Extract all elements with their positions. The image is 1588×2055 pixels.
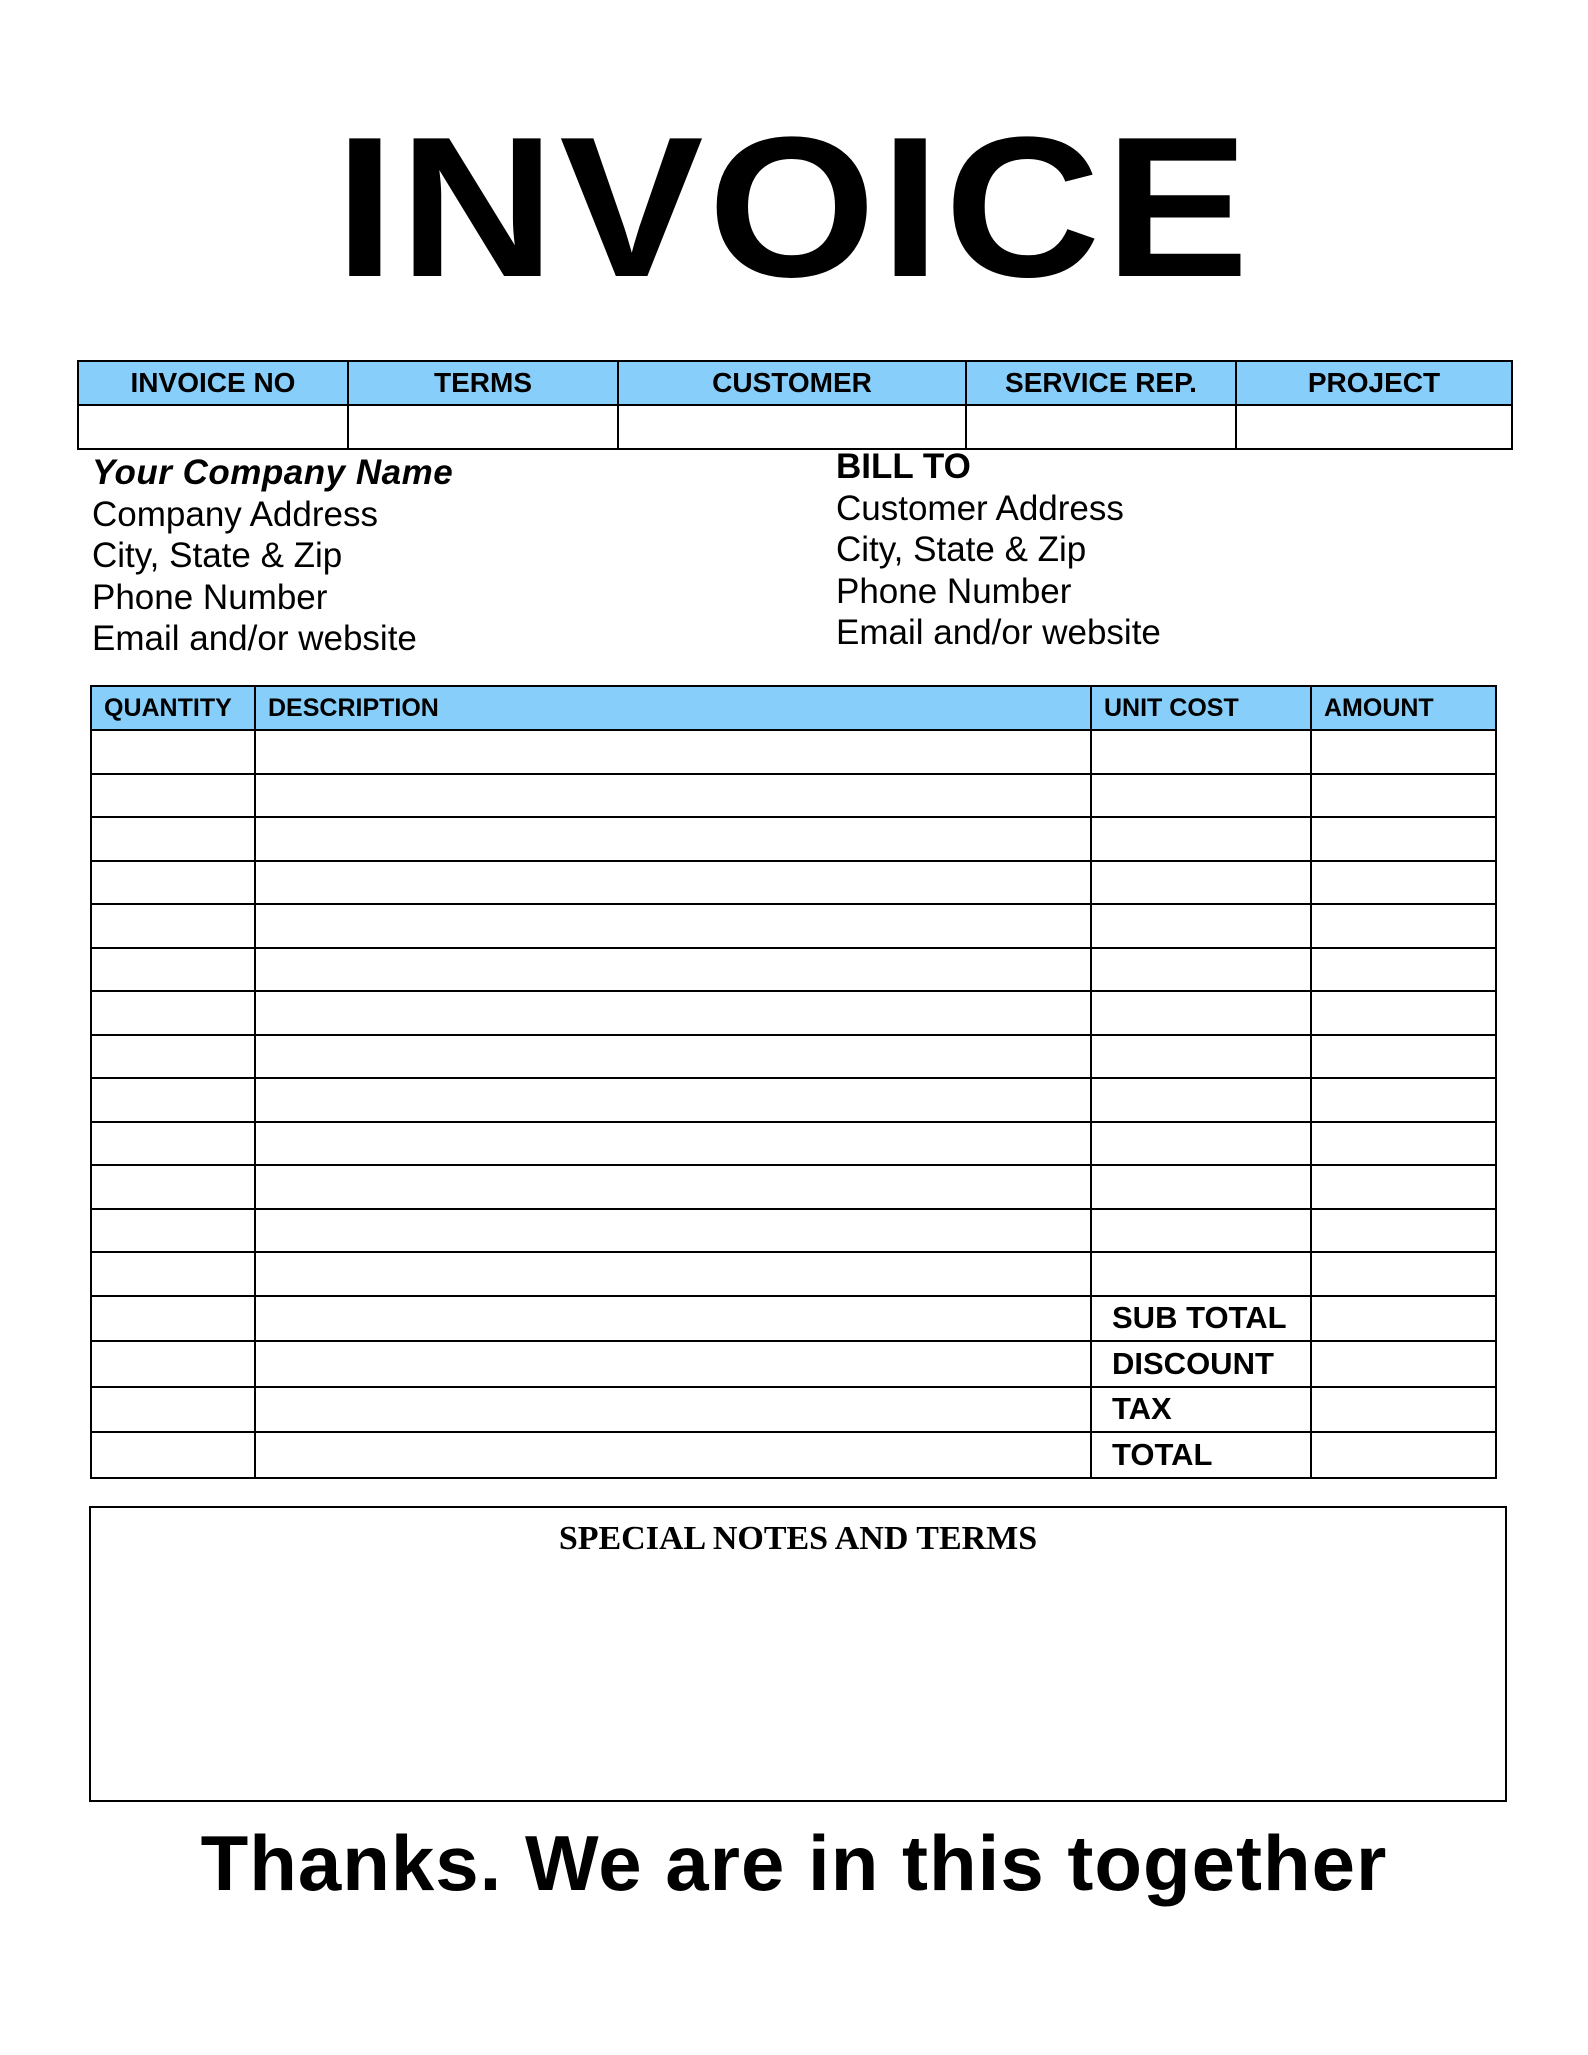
- amount-cell[interactable]: [1311, 861, 1496, 905]
- company-city: City, State & Zip: [92, 536, 343, 575]
- amount-cell[interactable]: [1311, 774, 1496, 818]
- unit-cost-cell[interactable]: [1091, 817, 1311, 861]
- table-row: [91, 1165, 1496, 1209]
- quantity-cell[interactable]: [91, 1252, 255, 1296]
- customer-email: Email and/or website: [836, 613, 1161, 652]
- amount-cell[interactable]: [1311, 904, 1496, 948]
- company-email: Email and/or website: [92, 619, 417, 658]
- customer-header: CUSTOMER: [618, 361, 966, 405]
- table-row: [91, 1035, 1496, 1079]
- totals-label: SUB TOTAL: [1091, 1296, 1311, 1342]
- special-notes-box[interactable]: [89, 1506, 1507, 1802]
- description-cell[interactable]: [255, 1035, 1091, 1079]
- quantity-cell[interactable]: [91, 904, 255, 948]
- quantity-cell[interactable]: [91, 861, 255, 905]
- table-row: [91, 1122, 1496, 1166]
- totals-row: [91, 1387, 1496, 1433]
- totals-row: [91, 1296, 1496, 1342]
- company-name: Your Company Name: [92, 453, 454, 492]
- invoice-no-header: INVOICE NO: [78, 361, 348, 405]
- customer-phone: Phone Number: [836, 571, 1072, 611]
- table-row: [91, 904, 1496, 948]
- quantity-cell[interactable]: [91, 774, 255, 818]
- footer-thanks: Thanks. We are in this together: [200, 1819, 1388, 1907]
- terms-header: TERMS: [348, 361, 618, 405]
- amount-cell[interactable]: [1311, 991, 1496, 1035]
- customer-address: Customer Address: [836, 488, 1124, 528]
- table-row: [91, 1078, 1496, 1122]
- info-header-row: [78, 361, 1512, 405]
- totals-amount-cell[interactable]: [1311, 1387, 1496, 1433]
- table-row: [91, 948, 1496, 992]
- quantity-header: QUANTITY: [91, 686, 255, 730]
- totals-amount-cell[interactable]: [1311, 1296, 1496, 1342]
- table-row: [91, 861, 1496, 905]
- totals-amount-cell[interactable]: [1311, 1432, 1496, 1478]
- bill-to-label: BILL TO: [836, 447, 971, 486]
- invoice-no-field[interactable]: [78, 405, 348, 449]
- amount-cell[interactable]: [1311, 1122, 1496, 1166]
- invoice-info-table: [77, 360, 1513, 450]
- quantity-cell[interactable]: [91, 1296, 255, 1342]
- unit-cost-cell[interactable]: [1091, 991, 1311, 1035]
- description-cell[interactable]: [255, 1252, 1091, 1296]
- quantity-cell[interactable]: [91, 1432, 255, 1478]
- description-cell[interactable]: [255, 1209, 1091, 1253]
- totals-row: [91, 1341, 1496, 1387]
- description-cell[interactable]: [255, 1078, 1091, 1122]
- table-row: [91, 730, 1496, 774]
- amount-cell[interactable]: [1311, 1252, 1496, 1296]
- unit-cost-cell[interactable]: [1091, 948, 1311, 992]
- amount-cell[interactable]: [1311, 1078, 1496, 1122]
- table-row: [91, 774, 1496, 818]
- line-items-table: [90, 685, 1497, 1479]
- amount-cell[interactable]: [1311, 1035, 1496, 1079]
- service-rep-field[interactable]: [966, 405, 1236, 449]
- customer-city: City, State & Zip: [836, 530, 1087, 569]
- service-rep-header: SERVICE REP.: [966, 361, 1236, 405]
- quantity-cell[interactable]: [91, 1209, 255, 1253]
- unit-cost-cell[interactable]: [1091, 1078, 1311, 1122]
- project-header: PROJECT: [1236, 361, 1512, 405]
- amount-cell[interactable]: [1311, 1165, 1496, 1209]
- amount-cell[interactable]: [1311, 817, 1496, 861]
- unit-cost-cell[interactable]: [1091, 861, 1311, 905]
- quantity-cell[interactable]: [91, 730, 255, 774]
- unit-cost-cell[interactable]: [1091, 1165, 1311, 1209]
- description-cell[interactable]: [255, 991, 1091, 1035]
- amount-cell[interactable]: [1311, 948, 1496, 992]
- unit-cost-cell[interactable]: [1091, 904, 1311, 948]
- description-cell[interactable]: [255, 904, 1091, 948]
- description-cell[interactable]: [255, 1296, 1091, 1342]
- unit-cost-cell[interactable]: [1091, 1122, 1311, 1166]
- quantity-cell[interactable]: [91, 991, 255, 1035]
- project-field[interactable]: [1236, 405, 1512, 449]
- quantity-cell[interactable]: [91, 1122, 255, 1166]
- description-cell[interactable]: [255, 730, 1091, 774]
- amount-cell[interactable]: [1311, 730, 1496, 774]
- quantity-cell[interactable]: [91, 948, 255, 992]
- unit-cost-header: UNIT COST: [1091, 686, 1311, 730]
- table-row: [91, 1252, 1496, 1296]
- totals-label: DISCOUNT: [1091, 1341, 1311, 1387]
- description-cell[interactable]: [255, 1432, 1091, 1478]
- company-phone: Phone Number: [92, 577, 328, 617]
- unit-cost-cell[interactable]: [1091, 774, 1311, 818]
- unit-cost-cell[interactable]: [1091, 1252, 1311, 1296]
- table-row: [91, 991, 1496, 1035]
- description-cell[interactable]: [255, 1341, 1091, 1387]
- customer-field[interactable]: [618, 405, 966, 449]
- quantity-cell[interactable]: [91, 1078, 255, 1122]
- amount-header: AMOUNT: [1311, 686, 1496, 730]
- unit-cost-cell[interactable]: [1091, 1209, 1311, 1253]
- quantity-cell[interactable]: [91, 1035, 255, 1079]
- totals-row: [91, 1432, 1496, 1478]
- bill-to-block: [836, 446, 1161, 654]
- totals-label: TOTAL: [1091, 1432, 1311, 1478]
- unit-cost-cell[interactable]: [1091, 730, 1311, 774]
- terms-field[interactable]: [348, 405, 618, 449]
- info-value-row: [78, 405, 1512, 449]
- description-cell[interactable]: [255, 817, 1091, 861]
- quantity-cell[interactable]: [91, 1387, 255, 1433]
- description-cell[interactable]: [255, 1122, 1091, 1166]
- table-row: [91, 1209, 1496, 1253]
- from-block: [92, 452, 453, 660]
- table-row: [91, 817, 1496, 861]
- special-notes-title: SPECIAL NOTES AND TERMS: [558, 1520, 1038, 1557]
- description-cell[interactable]: [255, 774, 1091, 818]
- quantity-cell[interactable]: [91, 1341, 255, 1387]
- description-cell[interactable]: [255, 1165, 1091, 1209]
- unit-cost-cell[interactable]: [1091, 1035, 1311, 1079]
- items-header-row: [91, 686, 1496, 730]
- invoice-title: INVOICE: [334, 96, 1254, 319]
- description-cell[interactable]: [255, 948, 1091, 992]
- amount-cell[interactable]: [1311, 1209, 1496, 1253]
- description-header: DESCRIPTION: [255, 686, 1091, 730]
- totals-amount-cell[interactable]: [1311, 1341, 1496, 1387]
- description-cell[interactable]: [255, 861, 1091, 905]
- quantity-cell[interactable]: [91, 817, 255, 861]
- company-address: Company Address: [92, 494, 378, 534]
- description-cell[interactable]: [255, 1387, 1091, 1433]
- quantity-cell[interactable]: [91, 1165, 255, 1209]
- totals-label: TAX: [1091, 1387, 1311, 1433]
